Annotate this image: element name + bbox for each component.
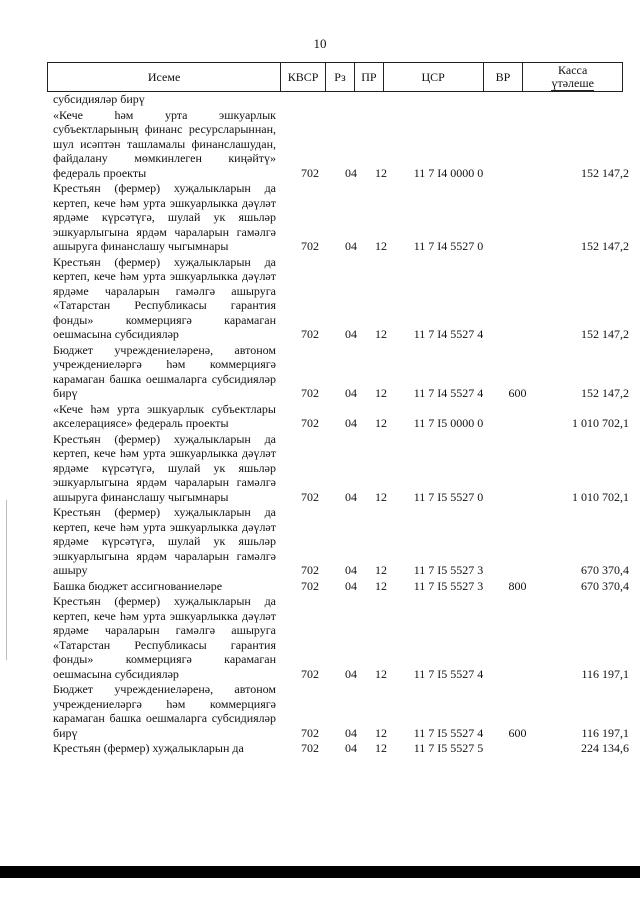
row-pr: 12 <box>375 239 387 253</box>
row-pr: 12 <box>375 165 387 180</box>
row-pr: 12 <box>375 741 387 755</box>
row-csr: 11 7 I4 5527 0 <box>413 239 484 253</box>
row-rz: 04 <box>345 386 357 400</box>
row-kvsr: 702 <box>301 165 319 180</box>
header-kassa <box>522 63 622 91</box>
row-vr: 600 <box>508 386 527 400</box>
row-amount: 670 370,4 <box>581 578 629 593</box>
table-row <box>53 181 635 254</box>
table-row <box>53 108 635 181</box>
table-row <box>53 255 635 342</box>
row-amount: 670 370,4 <box>581 563 629 577</box>
row-csr: 11 7 I5 5527 0 <box>413 489 484 504</box>
row-name: Крестьян (фермер) хуҗалыкларын да кертеп, кече һәм урта эшкуарлыкка дәүләт ярдәме чараларын гамәлгә ашыруга «Татарстан Республикасы гарантия фонды» коммерциягә карамаган оешмасына субсидияләр <box>53 594 276 681</box>
row-kvsr: 702 <box>301 578 319 593</box>
row-rz: 04 <box>345 578 357 593</box>
row-kvsr: 702 <box>301 386 319 400</box>
row-rz: 04 <box>345 416 357 430</box>
table-row <box>53 579 635 594</box>
row-csr: 11 7 I5 5527 4 <box>413 666 484 681</box>
row-vr: 800 <box>508 578 527 593</box>
row-name: «Кече һәм урта эшкуарлык субъектлары акселерациясе» федераль проекты <box>53 401 276 430</box>
row-rz: 04 <box>345 741 357 755</box>
row-rz: 04 <box>345 165 357 180</box>
row-csr: 11 7 I5 5527 5 <box>413 741 484 755</box>
row-amount: 152 147,2 <box>581 239 629 253</box>
table-row <box>53 432 635 505</box>
table-row <box>53 594 635 681</box>
row-kvsr: 702 <box>301 416 319 430</box>
table-row <box>53 402 635 431</box>
row-csr: 11 7 I4 5527 4 <box>413 327 484 341</box>
row-pr: 12 <box>375 666 387 681</box>
row-amount: 152 147,2 <box>581 327 629 341</box>
row-kvsr: 702 <box>301 666 319 681</box>
row-rz: 04 <box>345 666 357 681</box>
table-row <box>53 343 635 401</box>
row-rz: 04 <box>345 239 357 253</box>
row-pr: 12 <box>375 563 387 577</box>
row-kvsr: 702 <box>301 239 319 253</box>
header-kvsr: КВСР <box>280 63 325 91</box>
row-pr: 12 <box>375 416 387 430</box>
row-amount: 152 147,2 <box>581 386 629 400</box>
table-row <box>53 505 635 578</box>
row-name: Бюджет учреждениеләренә, автоном учреждениеләргә һәм коммерциягә карамаган башка оешмаларга субсидияләр бирү <box>53 342 276 400</box>
row-pr: 12 <box>375 725 387 740</box>
row-kvsr: 702 <box>301 489 319 504</box>
row-csr: 11 7 I5 0000 0 <box>413 416 484 430</box>
row-kvsr: 702 <box>301 741 319 755</box>
row-csr: 11 7 I5 5527 3 <box>413 563 484 577</box>
row-kvsr: 702 <box>301 563 319 577</box>
row-vr: 600 <box>508 725 527 740</box>
row-name: Крестьян (фермер) хуҗалыкларын да кертеп, кече һәм урта эшкуарлыкка дәүләт ярдәме күрсәтүгә, шулай ук яшьләр эшкуарлыгына ярдәм чараларын гамәлгә ашыру <box>53 505 276 577</box>
row-amount: 116 197,1 <box>581 666 629 681</box>
row-name: «Кече һәм урта эшкуарлык субъектларының финанс ресурсларыннан, шул исәптән ташламалы финанслашудан, файдалану мөмкинлеген киңәйтү» федераль проекты <box>53 107 276 180</box>
row-name: Башка бюджет ассигнованиеләре <box>53 578 223 593</box>
row-name: Крестьян (фермер) хуҗалыкларын да <box>53 741 244 755</box>
table-row <box>53 741 635 756</box>
row-csr: 11 7 I5 5527 4 <box>413 725 484 740</box>
row-amount: 152 147,2 <box>581 165 629 180</box>
row-rz: 04 <box>345 327 357 341</box>
row-amount: 116 197,1 <box>581 725 629 740</box>
row-pr: 12 <box>375 327 387 341</box>
row-amount: 224 134,6 <box>581 741 629 755</box>
row-name: субсидияләр бирү <box>53 92 145 106</box>
scan-margin-line <box>6 500 7 660</box>
header-rz: Рз <box>325 63 354 91</box>
row-name: Крестьян (фермер) хуҗалыкларын да кертеп, кече һәм урта эшкуарлыкка дәүләт ярдәме чараларын гамәлгә ашыруга «Татарстан Республикасы гарантия фонды» коммерциягә карамаган оешмасына субсидияләр <box>53 254 276 341</box>
row-name: Крестьян (фермер) хуҗалыкларын да кертеп, кече һәм урта эшкуарлыкка дәүләт ярдәме күрсәтүгә, шулай ук яшьләр эшкуарлыгына ярдәм чараларын гамәлгә ашыруга финанслашу чыгымнары <box>53 181 276 253</box>
table-row <box>53 92 635 107</box>
scan-border-bar <box>0 866 640 878</box>
header-kassa-line2: үтәлеше <box>551 75 594 90</box>
row-rz: 04 <box>345 725 357 740</box>
row-pr: 12 <box>375 386 387 400</box>
row-csr: 11 7 I5 5527 3 <box>413 578 484 593</box>
table-body <box>53 92 635 757</box>
table-row <box>53 682 635 740</box>
header-vr: ВР <box>483 63 523 91</box>
page-number: 10 <box>313 36 327 51</box>
row-rz: 04 <box>345 563 357 577</box>
row-rz: 04 <box>345 489 357 504</box>
row-csr: 11 7 I4 5527 4 <box>413 386 484 400</box>
row-kvsr: 702 <box>301 725 319 740</box>
row-pr: 12 <box>375 578 387 593</box>
row-name: Бюджет учреждениеләренә, автоном учреждениеләргә һәм коммерциягә карамаган башка оешмаларга субсидияләр бирү <box>53 682 276 740</box>
row-kvsr: 702 <box>301 327 319 341</box>
header-name: Исеме <box>147 69 181 84</box>
header-pr: ПР <box>354 63 383 91</box>
header-csr: ЦСР <box>383 63 483 91</box>
table-header <box>47 62 623 92</box>
header-kassa-line1: Касса <box>558 62 588 77</box>
row-amount: 1 010 702,1 <box>572 416 629 430</box>
row-amount: 1 010 702,1 <box>572 489 629 504</box>
row-name: Крестьян (фермер) хуҗалыкларын да кертеп, кече һәм урта эшкуарлыкка дәүләт ярдәме күрсәтүгә, шулай ук яшьләр эшкуарлыгына ярдәм чараларын гамәлгә ашыруга финанслашу чыгымнары <box>53 431 276 504</box>
row-csr: 11 7 I4 0000 0 <box>413 165 484 180</box>
row-pr: 12 <box>375 489 387 504</box>
